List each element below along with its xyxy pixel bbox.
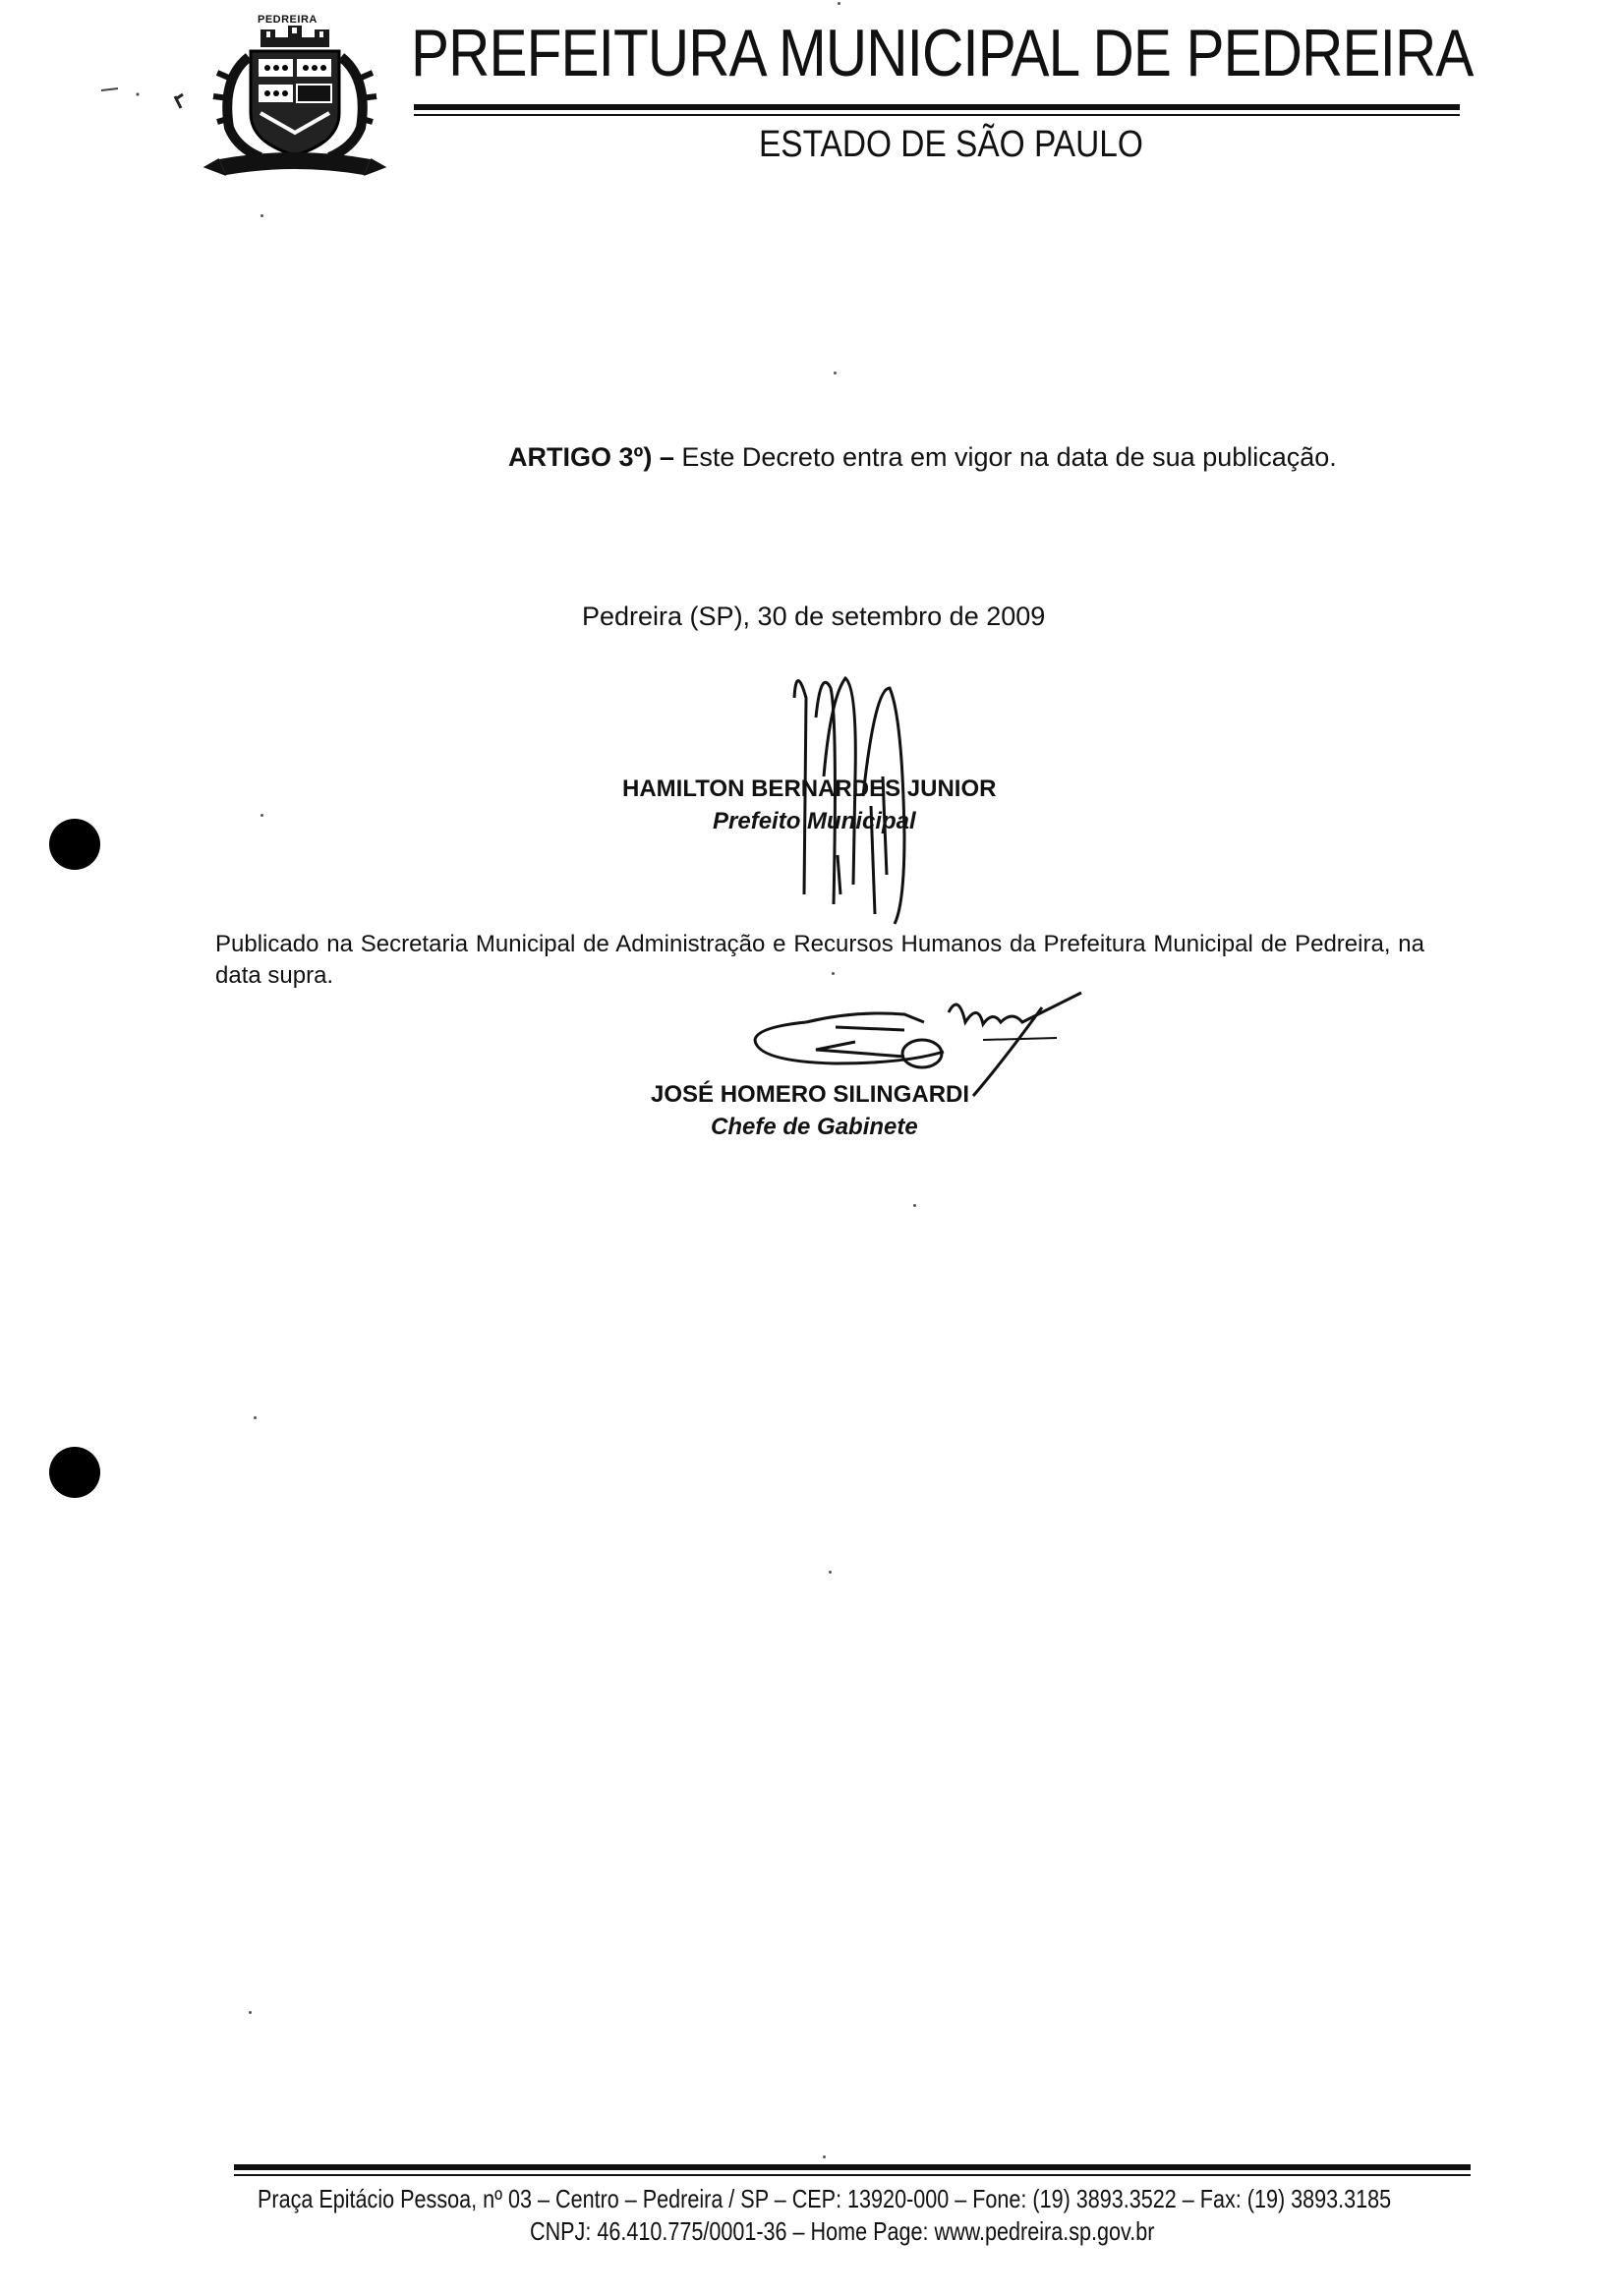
scan-mark [96, 79, 185, 118]
scan-speck [829, 1571, 832, 1574]
footer-address: Praça Epitácio Pessoa, nº 03 – Centro – Pedreira / SP – CEP: 13920-000 – Fone: (19) 3893.3522 – Fax: (19) 3893.3185 [258, 2184, 1392, 2213]
footer-rule-thick [234, 2164, 1471, 2170]
header-rule-thin [414, 114, 1460, 116]
crest-label: PEDREIRA [258, 14, 318, 26]
scan-speck [261, 814, 263, 817]
scan-speck [913, 1204, 916, 1207]
place-date: Pedreira (SP), 30 de setembro de 2009 [582, 602, 1046, 631]
scan-speck [838, 2, 840, 5]
chief-name: JOSÉ HOMERO SILINGARDI [651, 1081, 970, 1108]
footer-rule-thin [234, 2174, 1471, 2176]
footer-cnpj-homepage: CNPJ: 46.410.775/0001-36 – Home Page: www.pedreira.sp.gov.br [530, 2216, 1155, 2246]
header-rule-thick [414, 104, 1460, 110]
scan-speck [254, 1416, 257, 1419]
publication-note: Publicado na Secretaria Municipal de Administração e Recursos Humanos da Prefeitura Municipal de Pedreira, na data supra. [215, 931, 1424, 989]
mayor-name: HAMILTON BERNARDES JUNIOR [622, 775, 997, 802]
article-label: ARTIGO 3º) – [508, 442, 674, 472]
scan-speck [823, 2155, 826, 2158]
mayor-role: Prefeito Municipal [713, 808, 916, 834]
punch-hole-bottom [49, 1447, 100, 1498]
article-text: Este Decreto entra em vigor na data de sua publicação. [673, 442, 1337, 472]
municipal-coat-of-arms [202, 10, 388, 187]
scan-speck [834, 372, 837, 374]
scan-speck [832, 972, 835, 975]
scan-speck [249, 2011, 252, 2014]
article-paragraph [508, 442, 1337, 473]
page-title: PREFEITURA MUNICIPAL DE PEDREIRA [411, 16, 1474, 90]
chief-role: Chefe de Gabinete [711, 1114, 918, 1140]
punch-hole-top [49, 819, 100, 870]
page-subtitle: ESTADO DE SÃO PAULO [759, 124, 1143, 165]
scan-speck [261, 214, 263, 217]
